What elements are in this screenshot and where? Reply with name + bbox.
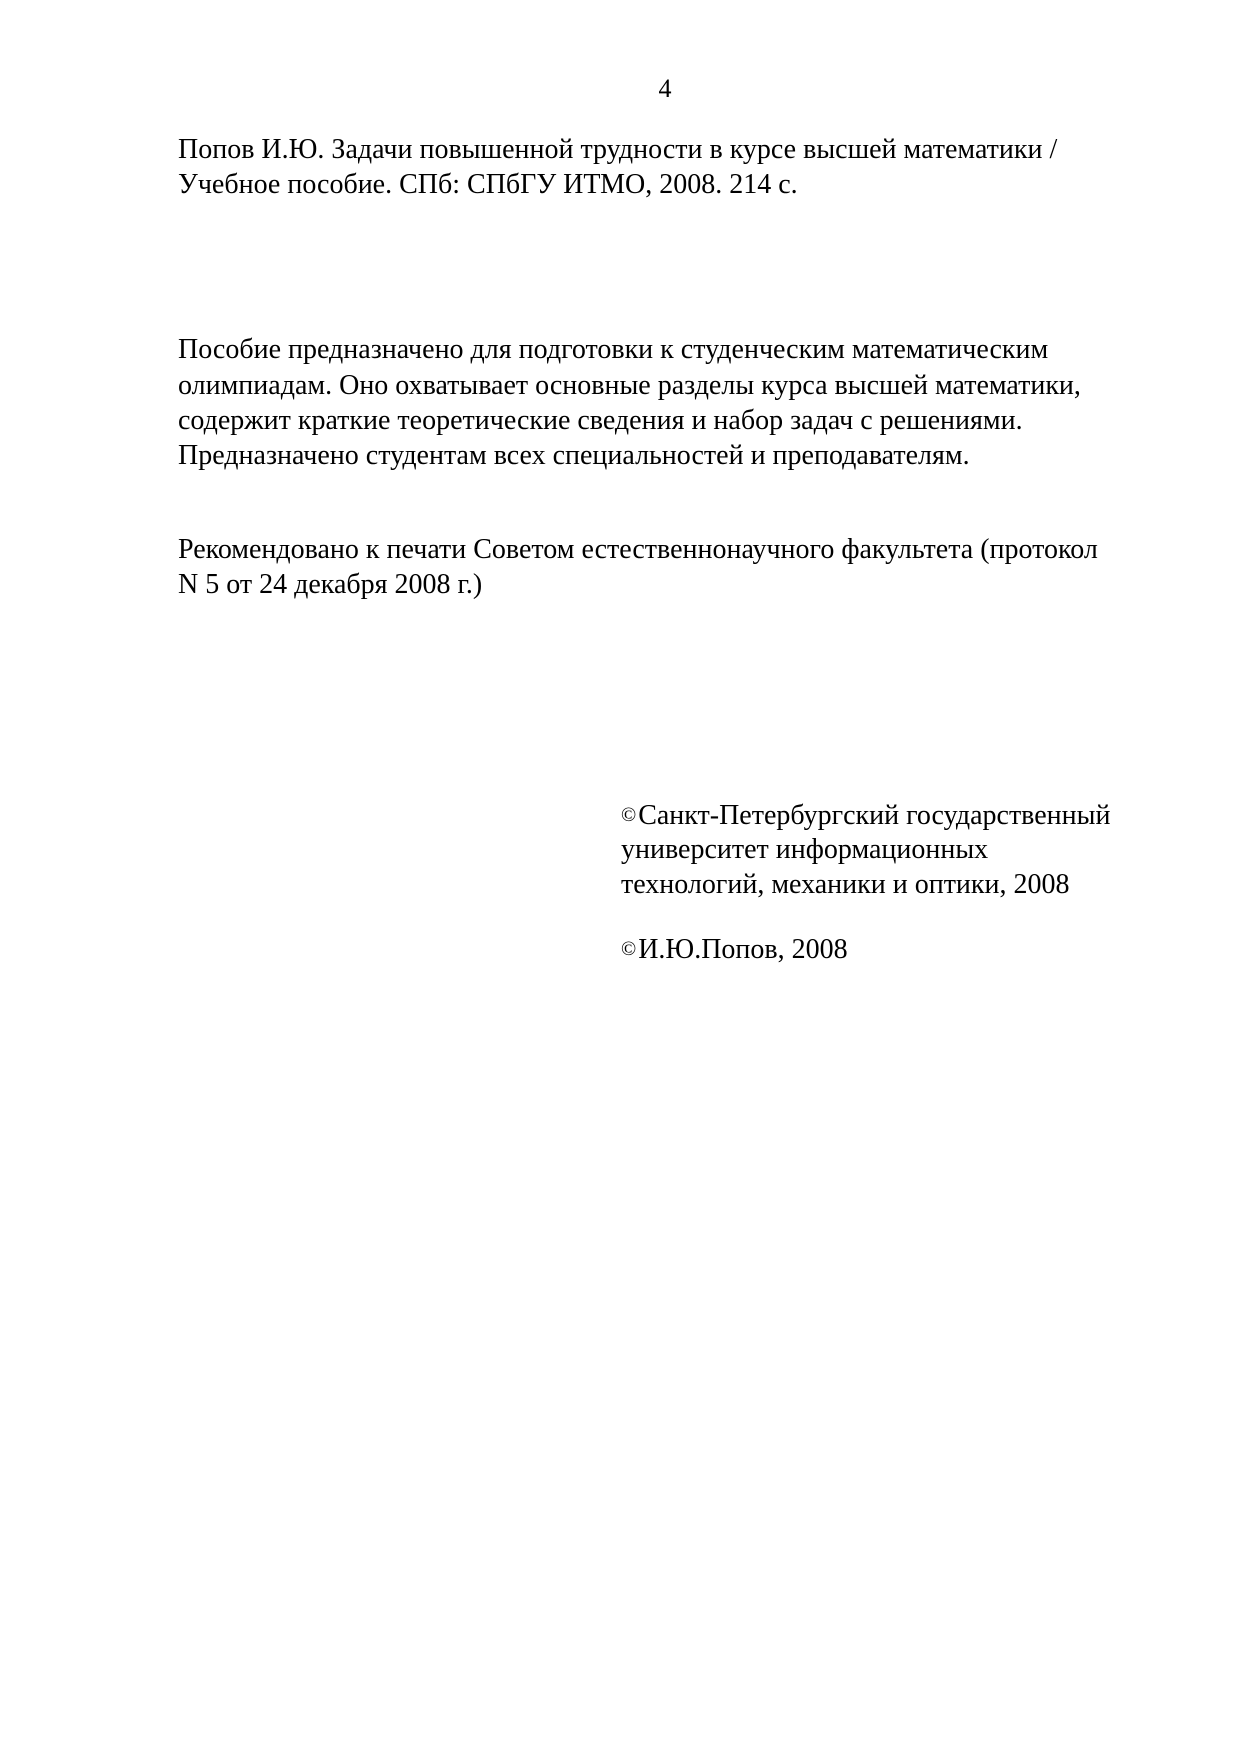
recommendation-line-2: N 5 от 24 декабря 2008 г.) — [178, 569, 483, 600]
citation-line-2: Учебное пособие. СПб: СПбГУ ИТМО, 2008. 214 с. — [178, 169, 798, 200]
copyright-icon: © — [621, 938, 637, 960]
copyright-institution-line-3: технологий, механики и оптики, 2008 — [621, 869, 1070, 900]
abstract-line-3: содержит краткие теоретические сведения и набор задач с решениями. — [178, 405, 1023, 436]
recommendation-line-1: Рекомендовано к печати Советом естественнонаучного факультета (протокол — [178, 534, 1098, 565]
abstract-line-1: Пособие предназначено для подготовки к студенческим математическим — [178, 334, 1049, 365]
copyright-institution-line-2: университет информационных — [621, 834, 989, 865]
copyright-icon: © — [621, 804, 637, 826]
abstract-line-2: олимпиадам. Оно охватывает основные разделы курса высшей математики, — [178, 370, 1081, 401]
abstract-line-4: Предназначено студентам всех специальностей и преподавателям. — [178, 440, 970, 471]
copyright-institution-text-1: Санкт-Петербургский государственный — [638, 800, 1111, 831]
page-number: 4 — [658, 74, 672, 103]
copyright-author-text: И.Ю.Попов, 2008 — [638, 934, 848, 965]
copyright-author-line — [621, 931, 848, 968]
citation-line-1: Попов И.Ю. Задачи повышенной трудности в курсе высшей математики / — [178, 134, 1058, 165]
copyright-institution-line-1 — [621, 797, 1110, 834]
